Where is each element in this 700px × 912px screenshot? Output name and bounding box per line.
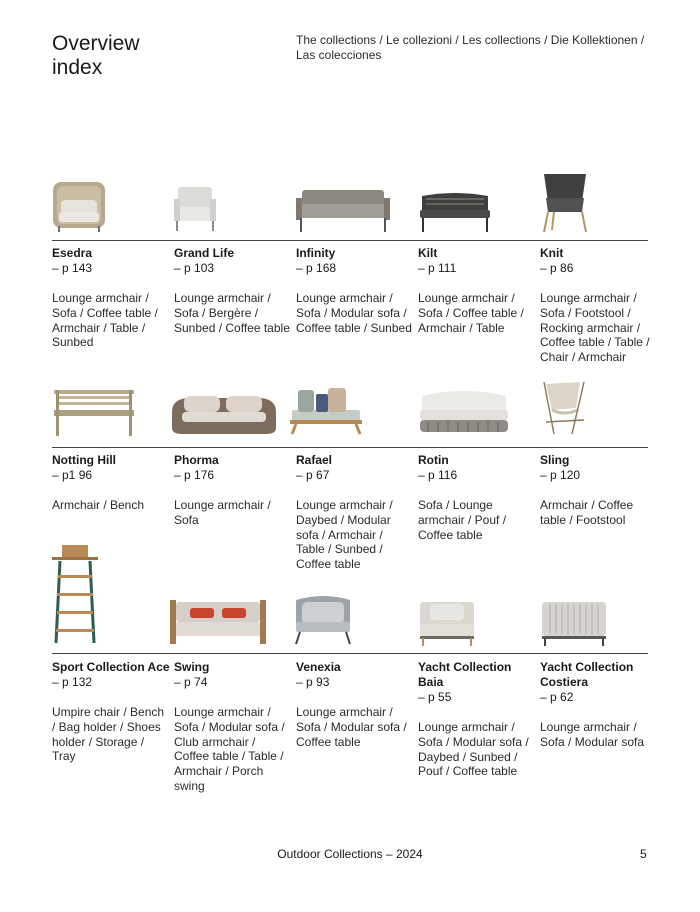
collection-name: Sling <box>540 453 570 467</box>
collection-products: Lounge armchair / Sofa / Modular sofa / Club armchair / Coffee table / Table / Armchair / Porch swing <box>174 705 285 793</box>
row-2-rule <box>52 447 648 448</box>
collection-item <box>52 453 170 513</box>
collection-item <box>540 453 658 528</box>
notting-hill-image <box>52 388 136 438</box>
collection-products: Lounge armchair / Sofa <box>174 498 271 527</box>
collection-item <box>296 453 414 572</box>
collection-page[interactable]: – p 62 <box>540 690 574 704</box>
collection-page[interactable]: – p 103 <box>174 261 215 275</box>
collection-products: Armchair / Coffee table / Footstool <box>540 498 634 527</box>
collection-item <box>540 660 658 750</box>
collection-page[interactable]: – p 111 <box>418 261 457 275</box>
collection-name: Yacht Collection Baia <box>418 660 512 689</box>
rafael-image <box>290 384 362 436</box>
kilt-image <box>418 192 492 234</box>
row-3-rule <box>52 653 648 654</box>
collection-name: Sport Collection Ace <box>52 660 170 674</box>
yacht-collection-baia-image <box>418 600 476 646</box>
collection-name: Swing <box>174 660 210 674</box>
collection-page[interactable]: – p 143 <box>52 261 93 275</box>
page-number: 5 <box>640 847 647 861</box>
collection-products: Umpire chair / Bench / Bag holder / Shoes holder / Storage / Tray <box>52 705 165 764</box>
collection-item <box>418 660 536 779</box>
collection-page[interactable]: – p 67 <box>296 468 330 482</box>
infinity-image <box>296 188 390 234</box>
venexia-image <box>292 594 354 646</box>
collection-products: Armchair / Bench <box>52 498 145 512</box>
collection-item <box>540 246 658 365</box>
collection-products: Lounge armchair / Sofa / Footstool / Rocking armchair / Coffee table / Table / Chair / Armchair <box>540 291 650 365</box>
collection-page[interactable]: – p 132 <box>52 675 93 689</box>
rotin-image <box>418 386 510 436</box>
collection-products: Lounge armchair / Sofa / Modular sofa <box>540 720 645 749</box>
row-1-rule <box>52 240 648 241</box>
collection-products: Lounge armchair / Sofa / Modular sofa / Daybed / Sunbed / Pouf / Coffee table <box>418 720 529 779</box>
collection-name: Knit <box>540 246 564 260</box>
collection-name: Rotin <box>418 453 449 467</box>
collection-item <box>296 660 414 749</box>
collection-products: Lounge armchair / Sofa / Coffee table / Armchair / Table <box>418 291 524 335</box>
sport-collection-ace-image <box>52 545 98 645</box>
knit-image <box>540 172 590 234</box>
collection-products: Lounge armchair / Sofa / Coffee table / Armchair / Table / Sunbed <box>52 291 158 350</box>
collection-products: Lounge armchair / Sofa / Modular sofa / Coffee table / Sunbed <box>296 291 412 335</box>
collection-page[interactable]: – p 120 <box>540 468 581 482</box>
collection-name: Infinity <box>296 246 336 260</box>
page-subtitle: The collections / Le collezioni / Les collections / Die Kollektionen / Las colecciones <box>296 33 645 62</box>
collection-products: Lounge armchair / Sofa / Modular sofa / Coffee table <box>296 705 407 749</box>
collection-name: Esedra <box>52 246 93 260</box>
grand-life-image <box>172 185 218 233</box>
collection-page[interactable]: – p 176 <box>174 468 215 482</box>
page-title-line1: Overview <box>52 32 140 55</box>
collection-page[interactable]: – p 93 <box>296 675 330 689</box>
collection-name: Notting Hill <box>52 453 116 467</box>
page-title <box>52 32 140 80</box>
collection-item <box>52 246 170 350</box>
collection-page[interactable]: – p 116 <box>418 468 458 482</box>
yacht-collection-costiera-image <box>540 600 608 646</box>
collection-name: Kilt <box>418 246 438 260</box>
collection-page[interactable]: – p 86 <box>540 261 574 275</box>
phorma-image <box>170 392 278 434</box>
collection-name: Venexia <box>296 660 341 674</box>
collection-item <box>296 246 414 335</box>
collection-name: Rafael <box>296 453 333 467</box>
sling-image <box>540 380 590 436</box>
collection-item <box>174 246 292 335</box>
collection-item <box>418 246 536 335</box>
collection-page[interactable]: – p 74 <box>174 675 208 689</box>
collection-page[interactable]: – p 55 <box>418 690 452 704</box>
collection-item <box>418 453 536 542</box>
collection-products: Lounge armchair / Sofa / Bergère / Sunbed / Coffee table <box>174 291 290 335</box>
page-title-line2: index <box>52 56 103 79</box>
footer-title: Outdoor Collections – 2024 <box>277 847 423 861</box>
collection-name: Phorma <box>174 453 219 467</box>
collection-page[interactable]: – p 168 <box>296 261 337 275</box>
collection-products: Sofa / Lounge armchair / Pouf / Coffee table <box>418 498 507 542</box>
swing-image <box>170 598 266 646</box>
collection-name: Yacht Collection Costiera <box>540 660 634 689</box>
collection-page[interactable]: – p1 96 <box>52 468 93 482</box>
collection-item <box>174 660 292 794</box>
collection-item <box>174 453 292 528</box>
collection-name: Grand Life <box>174 246 235 260</box>
collection-item <box>52 660 170 764</box>
collection-products: Lounge armchair / Daybed / Modular sofa / Armchair / Table / Sunbed / Coffee table <box>296 498 393 572</box>
esedra-image <box>52 180 106 234</box>
